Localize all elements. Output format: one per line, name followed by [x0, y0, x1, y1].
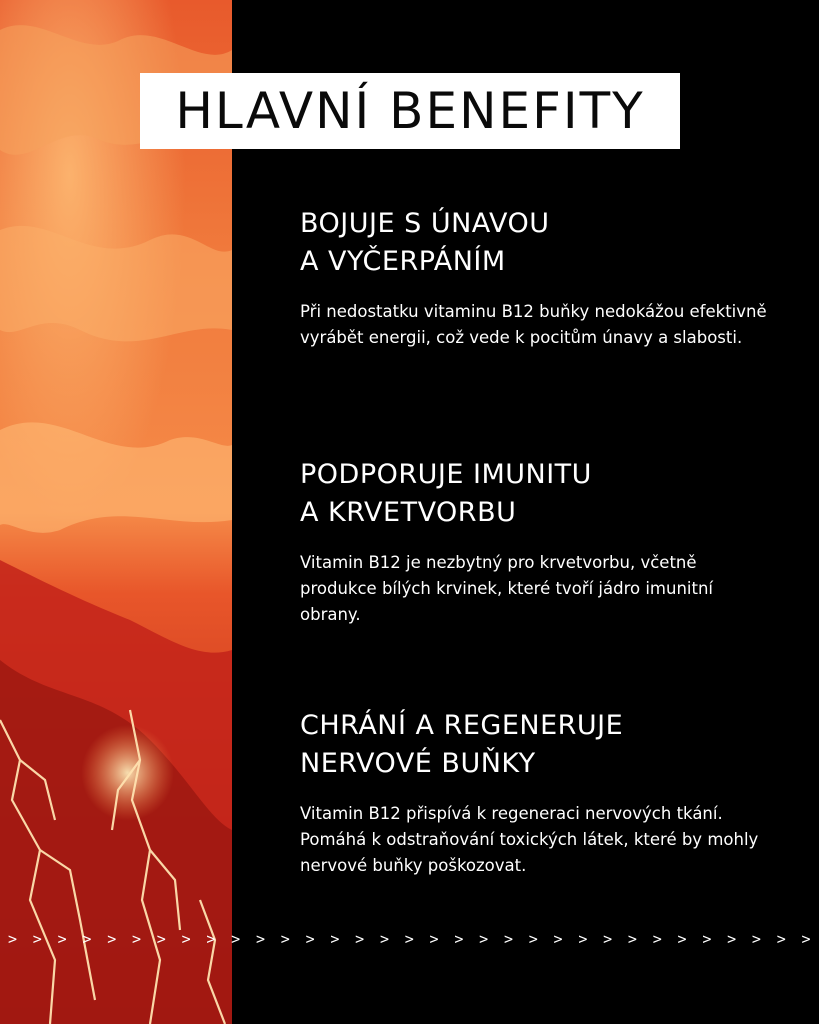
chevron-right-icon: >: [404, 930, 414, 948]
chevron-right-icon: >: [429, 930, 439, 948]
chevron-right-icon: >: [379, 930, 389, 948]
chevron-right-icon: >: [255, 930, 265, 948]
chevron-right-icon: >: [751, 930, 761, 948]
chevron-right-icon: >: [107, 930, 117, 948]
benefit-text: Vitamin B12 přispívá k regeneraci nervových tkání. Pomáhá k odstraňování toxických látek, které by mohly nervové buňky poškozovat.: [300, 804, 759, 875]
chevron-right-icon: >: [131, 930, 142, 948]
chevron-right-icon: >: [553, 930, 563, 948]
benefit-fatigue: [300, 205, 770, 351]
arrow-divider: [0, 928, 819, 950]
chevron-right-icon: >: [57, 930, 67, 948]
chevron-right-icon: >: [280, 930, 290, 948]
benefit-text: Při nedostatku vitaminu B12 buňky nedokážou efektivně vyrábět energii, což vede k pocitům únavy a slabosti.: [300, 302, 767, 347]
benefit-heading: BOJUJE S ÚNAVOU A VYČERPÁNÍM: [300, 208, 550, 277]
chevron-right-icon: >: [652, 930, 662, 948]
chevron-right-icon: >: [603, 930, 613, 948]
lightning-artwork: [0, 0, 232, 1024]
title-box: [140, 73, 680, 149]
chevron-right-icon: >: [479, 930, 489, 948]
chevron-right-icon: >: [801, 930, 811, 948]
benefit-text: Vitamin B12 je nezbytný pro krvetvorbu, včetně produkce bílých krvinek, které tvoří jádro imunitní obrany.: [300, 553, 713, 624]
chevron-right-icon: >: [776, 930, 786, 948]
chevron-right-icon: >: [528, 930, 538, 948]
chevron-right-icon: >: [454, 930, 464, 948]
chevron-right-icon: >: [32, 930, 42, 948]
chevron-right-icon: >: [181, 930, 191, 948]
chevron-right-icon: >: [231, 930, 241, 948]
chevron-right-icon: >: [627, 930, 637, 948]
chevron-right-icon: >: [156, 930, 166, 948]
chevron-right-icon: >: [206, 930, 216, 948]
benefit-heading: CHRÁNÍ A REGENERUJE NERVOVÉ BUŇKY: [300, 710, 624, 779]
chevron-right-icon: >: [503, 930, 513, 948]
chevron-right-icon: >: [355, 930, 365, 948]
benefit-heading: PODPORUJE IMUNITU A KRVETVORBU: [300, 459, 592, 528]
page-title: HLAVNÍ BENEFITY: [175, 82, 645, 140]
chevron-right-icon: >: [702, 930, 712, 948]
chevron-right-icon: >: [82, 930, 92, 948]
chevron-right-icon: >: [578, 930, 588, 948]
chevron-right-icon: >: [8, 930, 18, 948]
benefit-immunity: [300, 456, 770, 628]
lightning-illustration: [0, 0, 232, 1024]
chevron-right-icon: >: [330, 930, 340, 948]
chevron-right-icon: >: [727, 930, 737, 948]
benefit-nerves: [300, 707, 770, 879]
chevron-right-icon: >: [677, 930, 687, 948]
chevron-right-icon: >: [305, 930, 315, 948]
